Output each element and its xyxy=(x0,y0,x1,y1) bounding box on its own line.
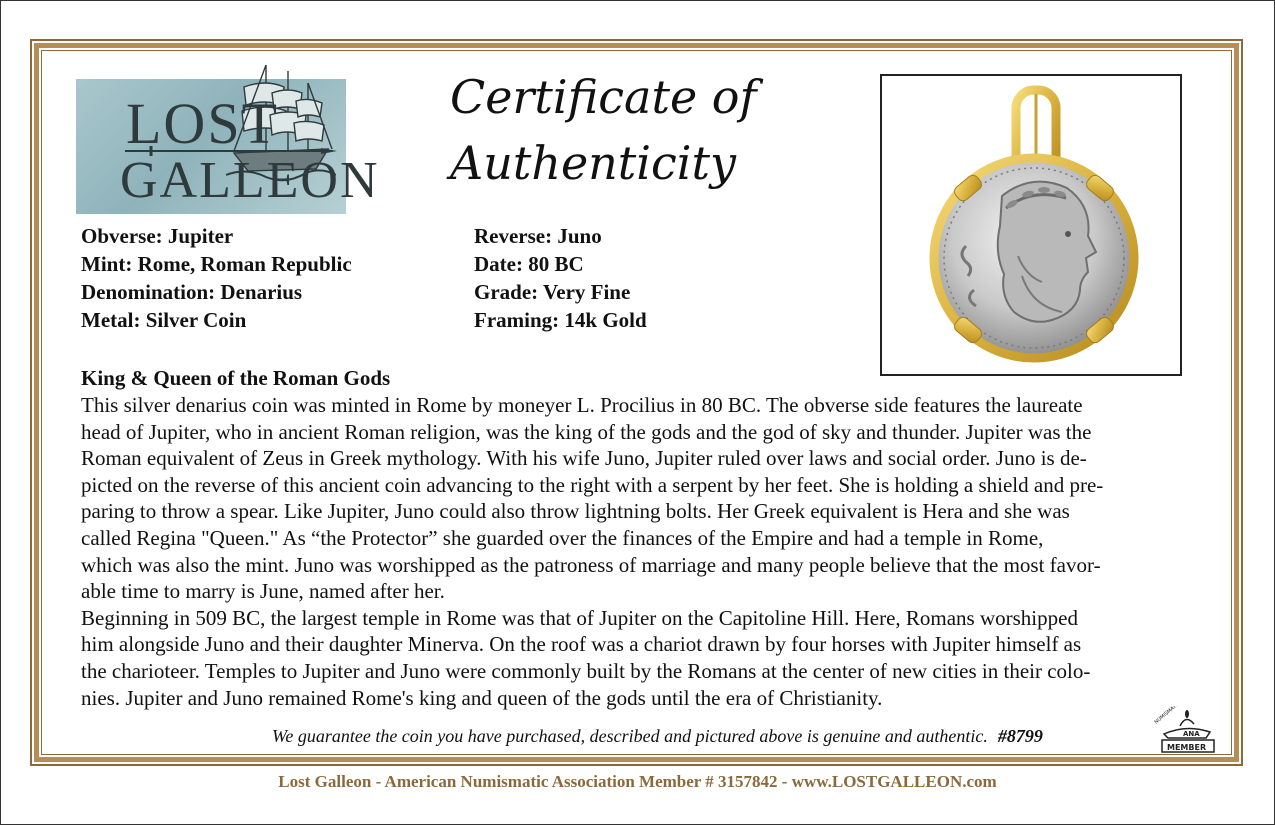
lost-galleon-logo xyxy=(76,79,380,214)
spec-denomination: Denomination: Denarius xyxy=(81,280,303,304)
spec-framing: Framing: 14k Gold xyxy=(474,308,647,332)
spec-mint: Mint: Rome, Roman Republic xyxy=(81,252,352,276)
ana-member-badge xyxy=(1150,706,1224,756)
footer-text: Lost Galleon - American Numismatic Association Member # 3157842 - www.LOSTGALLEON.com xyxy=(278,772,997,791)
spec-date: Date: 80 BC xyxy=(474,252,584,276)
spec-metal: Metal: Silver Coin xyxy=(81,308,247,332)
section-heading: King & Queen of the Roman Gods xyxy=(81,366,391,390)
guarantee-text: We guarantee the coin you have purchased, described and pictured above is genuine and authentic. xyxy=(272,726,988,746)
description-line: paring to throw a spear. Like Jupiter, Juno could also throw lightning bolts. Her Greek equivalent is Hera and she was xyxy=(81,499,1070,524)
certificate-title xyxy=(450,64,770,196)
spec-grade: Grade: Very Fine xyxy=(474,280,631,304)
logo-word-lost: LOST xyxy=(126,91,279,156)
description-line: which was also the mint. Juno was worshipped as the patroness of marriage and many people believe that the most favor- xyxy=(81,552,1101,577)
description-line: This silver denarius coin was minted in Rome by moneyer L. Procilius in 80 BC. The obverse side features the laureate xyxy=(81,393,1083,417)
ana-badge-top: NUMISMATIC xyxy=(1153,706,1182,726)
description-line: him alongside Juno and their daughter Minerva. On the roof was a chariot drawn by four horses with Jupiter himself as xyxy=(81,632,1082,657)
ana-badge-member: MEMBER xyxy=(1167,743,1207,752)
title-line-1: Certificate of xyxy=(450,70,757,124)
specs-left xyxy=(81,222,352,334)
description-line: head of Jupiter, who in ancient Roman religion, was the king of the gods and the god of sky and thunder. Jupiter was the xyxy=(81,419,1092,444)
spec-reverse: Reverse: Juno xyxy=(474,224,602,248)
description-text xyxy=(81,392,1216,711)
logo-word-galleon: GALLEON xyxy=(120,152,380,209)
title-line-2: Authenticity xyxy=(450,136,736,190)
certificate-number: #8799 xyxy=(997,726,1043,746)
description-line: the charioteer. Temples to Jupiter and Juno were commonly built by the Romans at the center of new cities in their colo- xyxy=(81,658,1091,683)
lamp-icon xyxy=(1150,706,1224,756)
coin-pendant-image xyxy=(882,76,1180,374)
description-line: Roman equivalent of Zeus in Greek mythology. With his wife Juno, Jupiter ruled over laws and social order. Juno is de- xyxy=(81,446,1087,471)
coin-pendant-photo xyxy=(880,74,1182,376)
ana-badge-label: ANA xyxy=(1183,730,1200,738)
description-line: able time to marry is June, named after her. xyxy=(81,579,445,604)
description-line: nies. Jupiter and Juno remained Rome's king and queen of the gods until the era of Christianity. xyxy=(81,685,883,710)
guarantee-statement xyxy=(272,726,1043,747)
specs-right xyxy=(474,222,647,334)
description-line: Beginning in 509 BC, the largest temple in Rome was that of Jupiter on the Capitoline Hill. Here, Romans worshipped xyxy=(81,605,1078,630)
description-line: picted on the reverse of this ancient coin advancing to the right with a serpent by her feet. She is holding a shield and pre- xyxy=(81,472,1104,497)
description-line: called Regina "Queen." As “the Protector” she guarded over the finances of the Empire and had a temple in Rome, xyxy=(81,525,1044,550)
spec-obverse: Obverse: Jupiter xyxy=(81,224,234,248)
